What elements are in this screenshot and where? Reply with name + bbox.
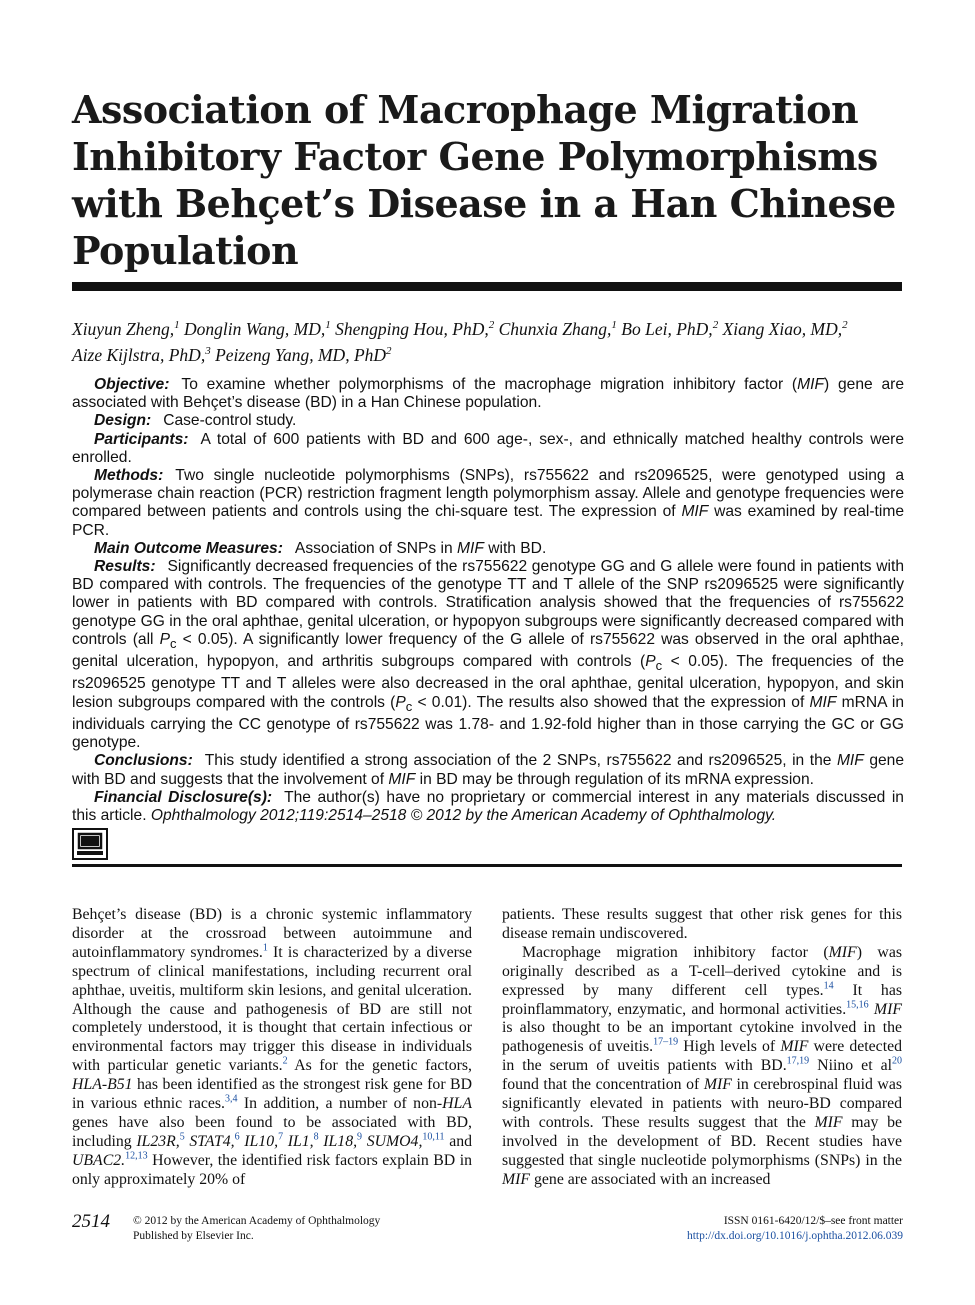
author: Shengping Hou, PhD, — [335, 318, 489, 339]
author-list: Xiuyun Zheng,$^1$ Donglin Wang, MD,$^1$ Shengping Hou, PhD,$^2$ Chunxia Zhang,$^1$ Bo Lei, PhD,$^2$ Xiang Xiao, MD,$^2$ Aize Kijlstra, PhD,$^3$ Peizeng Yang, MD, PhD$^2$ — [72, 318, 848, 365]
footer-issn: ISSN 0161-6420/12/$–see front matter http://dx.doi.org/10.1016/j.ophtha.2012.06.039 — [686, 1215, 903, 1242]
computer-icon[interactable] — [72, 828, 108, 860]
paragraph: Macrophage migration inhibitory factor (MIF) was originally described as a T-cell–derived cytokine and is expressed by many different cell types.$^{14}$ It has proinflammatory, enzymatic, and hormonal activities.$^{15,16}$ MIF is also thought to be an important cytokine involved in the pathogenesis of uveitis.$^{17-19}$ High levels of MIF were detected in the serum of uveitis patients with BD.$^{17,19}$ Niino et $al^{20}$ found that the concentration of MIF in cerebrospinal fluid was significantly elevated in patients with neuro-BD compared with controls. These results suggest that the MIF may be involved in the development of BD. Recent studies have suggested that single nucleotide polymorphisms (SNPs) in the MIF gene are associated with an increased — [502, 943, 902, 1188]
body-column-right — [502, 906, 902, 1190]
body-column-left — [72, 906, 472, 1190]
abstract-outcome: Main Outcome Measures: Association of SNPs in MIF with BD. — [94, 539, 547, 557]
author: Peizeng Yang, MD, PhD — [215, 344, 387, 365]
abstract — [72, 376, 904, 825]
author: Aize Kijlstra, PhD, — [72, 344, 206, 365]
doi-link[interactable]: http://dx.doi.org/10.1016/j.ophtha.2012.06.039 — [686, 1230, 903, 1242]
abstract-participants: Participants: A total of 600 patients with BD and 600 age-, sex-, and ethnically matched healthy controls were enrolled. — [72, 430, 904, 466]
abstract-methods: Methods: Two single nucleotide polymorphisms (SNPs), rs755622 and rs2096525, were genotyped using a polymerase chain reaction (PCR) restriction fragment length polymorphism assay. Allele and genotype frequencies were compared between patients and controls using the chi-square test. The expression of MIF was examined by real-time PCR. — [72, 467, 904, 539]
abstract-conclusions: Conclusions: This study identified a strong association of the 2 SNPs, rs755622 and rs2096525, in the MIF gene with BD and suggests that the involvement of MIF in BD may be through regulation of its mRNA expression. — [72, 752, 905, 788]
article-title: Association of Macrophage Migration Inhibitory Factor Gene Polymorphisms with Behçet’s Disease in a Han Chinese Population — [72, 87, 896, 273]
abstract-objective: Objective: To examine whether polymorphisms of the macrophage migration inhibitory factor (MIF) gene are associated with Behçet’s disease (BD) in a Han Chinese population. — [72, 376, 904, 412]
abstract-design: Design: Case-control study. — [94, 412, 297, 430]
abstract-disclosure: Financial Disclosure(s): The author(s) have no proprietary or commercial interest in any materials discussed in this article. Ophthalmology 2012;119:2514–2518 © 2012 by the American Academy of Ophthalmology. — [72, 788, 904, 824]
section-rule — [72, 864, 902, 867]
page-number: 2514 — [72, 1211, 110, 1232]
author: Xiang Xiao, MD, — [722, 318, 843, 339]
paragraph: patients. These results suggest that other risk genes for this disease remain undiscovered. — [502, 906, 902, 942]
footer-copyright: © 2012 by the American Academy of Ophthalmology Published by Elsevier Inc. — [133, 1215, 381, 1242]
author: Chunxia Zhang, — [498, 318, 612, 339]
citation: Ophthalmology 2012;119:2514–2518 © 2012 by the American Academy of Ophthalmology. — [150, 807, 777, 824]
abstract-results: Results: Significantly decreased frequencies of the rs755622 genotype GG and G allele were found in patients with BD compared with controls. The frequencies of the genotype TT and T allele of the SNP rs2096525 were significantly lower in patients with BD compared with controls. Stratification analysis showed that the frequencies of rs755622 genotype GG in the oral aphthae, genital ulceration, or hypopyon subgroups were significantly decreased compared with controls (all $P_c < 0.05$). A significantly lower frequency of the G allele of rs755622 was observed in the oral aphthae, genital ulceration, hypopyon, and arthritis subgroups compared with controls $(P_c < 0.05)$. The frequencies of the rs2096525 genotype TT and T alleles were also decreased in the oral aphthae, genital ulceration, hypopyon, and skin lesion subgroups compared with the controls $(P_c < 0.01)$. The results also showed that the expression of MIF mRNA in individuals carrying the CC genotype of rs755622 was 1.78- and 1.92-fold higher than in those carrying the GC or GG genotype. — [72, 558, 904, 752]
author: Bo Lei, PhD, — [621, 318, 713, 339]
author: Xiuyun Zheng, — [72, 318, 175, 339]
title-rule — [72, 282, 902, 291]
paragraph: Behçet’s disease (BD) is a chronic systemic inflammatory disorder at the crossroad between autoimmune and autoinflammatory syndromes.$^1$ It is characterized by a diverse spectrum of clinical manifestations, including recurrent oral aphthae, uveitis, multiform skin lesions, and genital ulceration. Although the cause and pathogenesis of BD are still not completely understood, it is thought that certain infectious or environmental factors may trigger this disease in individuals with particular genetic variants.$^2$ As for the genetic factors, HLA-B51 has been identified as the strongest risk gene for BD in various ethnic races.$^{3,4}$ In addition, a number of non-HLA genes have also been found to be associated with BD, including IL23R,$^5$ STAT4,$^6$ IL10,$^7$ IL1,$^8$ IL18,$^9$ SUMO4,$^{10,11}$ and UBAC2.$^{12,13}$ However, the identified risk factors explain BD in only approximately 20% of — [72, 906, 473, 1188]
author: Donglin Wang, MD, — [183, 318, 326, 339]
